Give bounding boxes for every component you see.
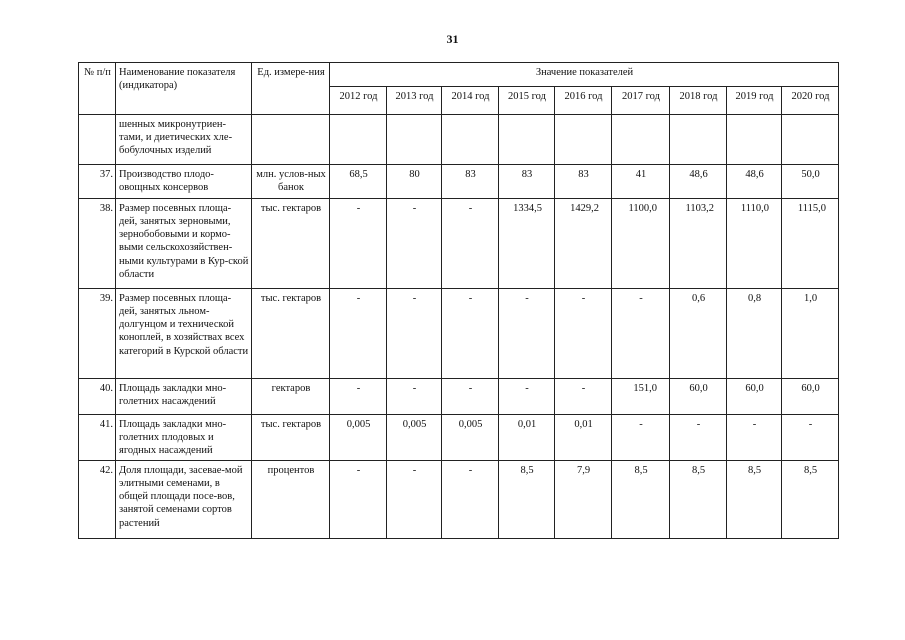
row-number: 39. (79, 289, 116, 379)
header-year: 2020 год (782, 87, 839, 115)
indicator-value: 0,005 (330, 415, 387, 461)
indicator-value: - (499, 289, 555, 379)
indicator-name: Размер посевных площа-дей, занятых зерновыми, зернобобовыми и кормо-выми сельскохозяйствен-ными культурами в Кур-ской области (116, 199, 252, 289)
indicator-unit: процентов (252, 461, 330, 539)
indicator-value: - (612, 415, 670, 461)
indicator-value: 1115,0 (782, 199, 839, 289)
indicator-value (387, 115, 442, 165)
indicator-value: 0,01 (555, 415, 612, 461)
indicator-value (612, 115, 670, 165)
indicator-value: 0,6 (670, 289, 727, 379)
indicator-value: - (555, 289, 612, 379)
indicator-value: - (330, 379, 387, 415)
indicator-value: 1334,5 (499, 199, 555, 289)
row-number: 41. (79, 415, 116, 461)
indicator-value: 48,6 (670, 165, 727, 199)
indicator-value: 41 (612, 165, 670, 199)
indicator-value: 1110,0 (727, 199, 782, 289)
indicator-value: 0,005 (387, 415, 442, 461)
header-name: Наименование показателя (индикатора) (116, 63, 252, 115)
indicator-value: 60,0 (670, 379, 727, 415)
indicator-value: 0,01 (499, 415, 555, 461)
indicator-value: 80 (387, 165, 442, 199)
indicator-name: Размер посевных площа-дей, занятых льном-долгунцом и технической коноплей, в хозяйствах всех категорий в Курской области (116, 289, 252, 379)
indicator-value: - (499, 379, 555, 415)
indicator-value: 0,005 (442, 415, 499, 461)
row-number: 40. (79, 379, 116, 415)
indicator-value: - (387, 379, 442, 415)
table-header (79, 63, 839, 115)
row-number: 38. (79, 199, 116, 289)
header-year: 2015 год (499, 87, 555, 115)
indicator-value: - (442, 461, 499, 539)
table-body (79, 115, 839, 539)
indicator-value: - (442, 379, 499, 415)
indicator-unit: тыс. гектаров (252, 199, 330, 289)
indicator-value: 60,0 (782, 379, 839, 415)
header-values: Значение показателей (330, 63, 839, 87)
header-year: 2019 год (727, 87, 782, 115)
indicator-value: - (670, 415, 727, 461)
indicator-value: 8,5 (727, 461, 782, 539)
table-row (79, 461, 839, 539)
indicator-name: шенных микронутриен-тами, и диетических хле-бобулочных изделий (116, 115, 252, 165)
indicator-name: Производство плодо-овощных консервов (116, 165, 252, 199)
row-number (79, 115, 116, 165)
indicator-value (330, 115, 387, 165)
header-unit: Ед. измере-ния (252, 63, 330, 115)
row-number: 42. (79, 461, 116, 539)
indicator-value: - (555, 379, 612, 415)
table-row (79, 165, 839, 199)
indicator-value: 8,5 (782, 461, 839, 539)
indicator-value: 83 (555, 165, 612, 199)
table-row (79, 415, 839, 461)
indicator-unit: гектаров (252, 379, 330, 415)
indicator-value: 8,5 (670, 461, 727, 539)
indicator-name: Доля площади, засевае-мой элитными семенами, в общей площади посе-вов, занятой семенами сортов растений (116, 461, 252, 539)
indicator-value: - (442, 289, 499, 379)
header-year: 2012 год (330, 87, 387, 115)
indicator-value (442, 115, 499, 165)
indicator-unit (252, 115, 330, 165)
indicator-value: - (612, 289, 670, 379)
table-row (79, 115, 839, 165)
indicator-value: 83 (499, 165, 555, 199)
indicator-value: - (442, 199, 499, 289)
indicator-value: 151,0 (612, 379, 670, 415)
indicator-value: 50,0 (782, 165, 839, 199)
indicator-value: - (387, 199, 442, 289)
indicator-value: - (330, 289, 387, 379)
indicator-value: - (782, 415, 839, 461)
indicator-value: - (330, 199, 387, 289)
indicator-value: 1,0 (782, 289, 839, 379)
indicator-value: 8,5 (612, 461, 670, 539)
indicator-value: 60,0 (727, 379, 782, 415)
indicator-unit: тыс. гектаров (252, 415, 330, 461)
indicator-value: - (387, 461, 442, 539)
indicator-value (727, 115, 782, 165)
table-row (79, 379, 839, 415)
indicator-name: Площадь закладки мно-голетних плодовых и ягодных насаждений (116, 415, 252, 461)
indicator-value: 83 (442, 165, 499, 199)
table-row (79, 289, 839, 379)
indicator-value (782, 115, 839, 165)
indicator-value: - (727, 415, 782, 461)
indicator-value: 8,5 (499, 461, 555, 539)
indicator-unit: тыс. гектаров (252, 289, 330, 379)
indicator-value: - (387, 289, 442, 379)
header-year: 2016 год (555, 87, 612, 115)
header-year: 2018 год (670, 87, 727, 115)
indicator-value: 48,6 (727, 165, 782, 199)
indicator-value: 1100,0 (612, 199, 670, 289)
table-row (79, 199, 839, 289)
indicator-value: 1429,2 (555, 199, 612, 289)
indicator-value: 1103,2 (670, 199, 727, 289)
indicator-value: - (330, 461, 387, 539)
header-year: 2017 год (612, 87, 670, 115)
page-number: 31 (446, 32, 459, 46)
indicator-unit: млн. услов-ных банок (252, 165, 330, 199)
row-number: 37. (79, 165, 116, 199)
indicator-value: 68,5 (330, 165, 387, 199)
indicator-value: 0,8 (727, 289, 782, 379)
indicator-value (670, 115, 727, 165)
indicator-value (499, 115, 555, 165)
header-year: 2014 год (442, 87, 499, 115)
indicators-table (78, 62, 839, 539)
header-year: 2013 год (387, 87, 442, 115)
indicator-value: 7,9 (555, 461, 612, 539)
indicator-name: Площадь закладки мно-голетних насаждений (116, 379, 252, 415)
indicator-value (555, 115, 612, 165)
header-num: № п/п (79, 63, 116, 115)
